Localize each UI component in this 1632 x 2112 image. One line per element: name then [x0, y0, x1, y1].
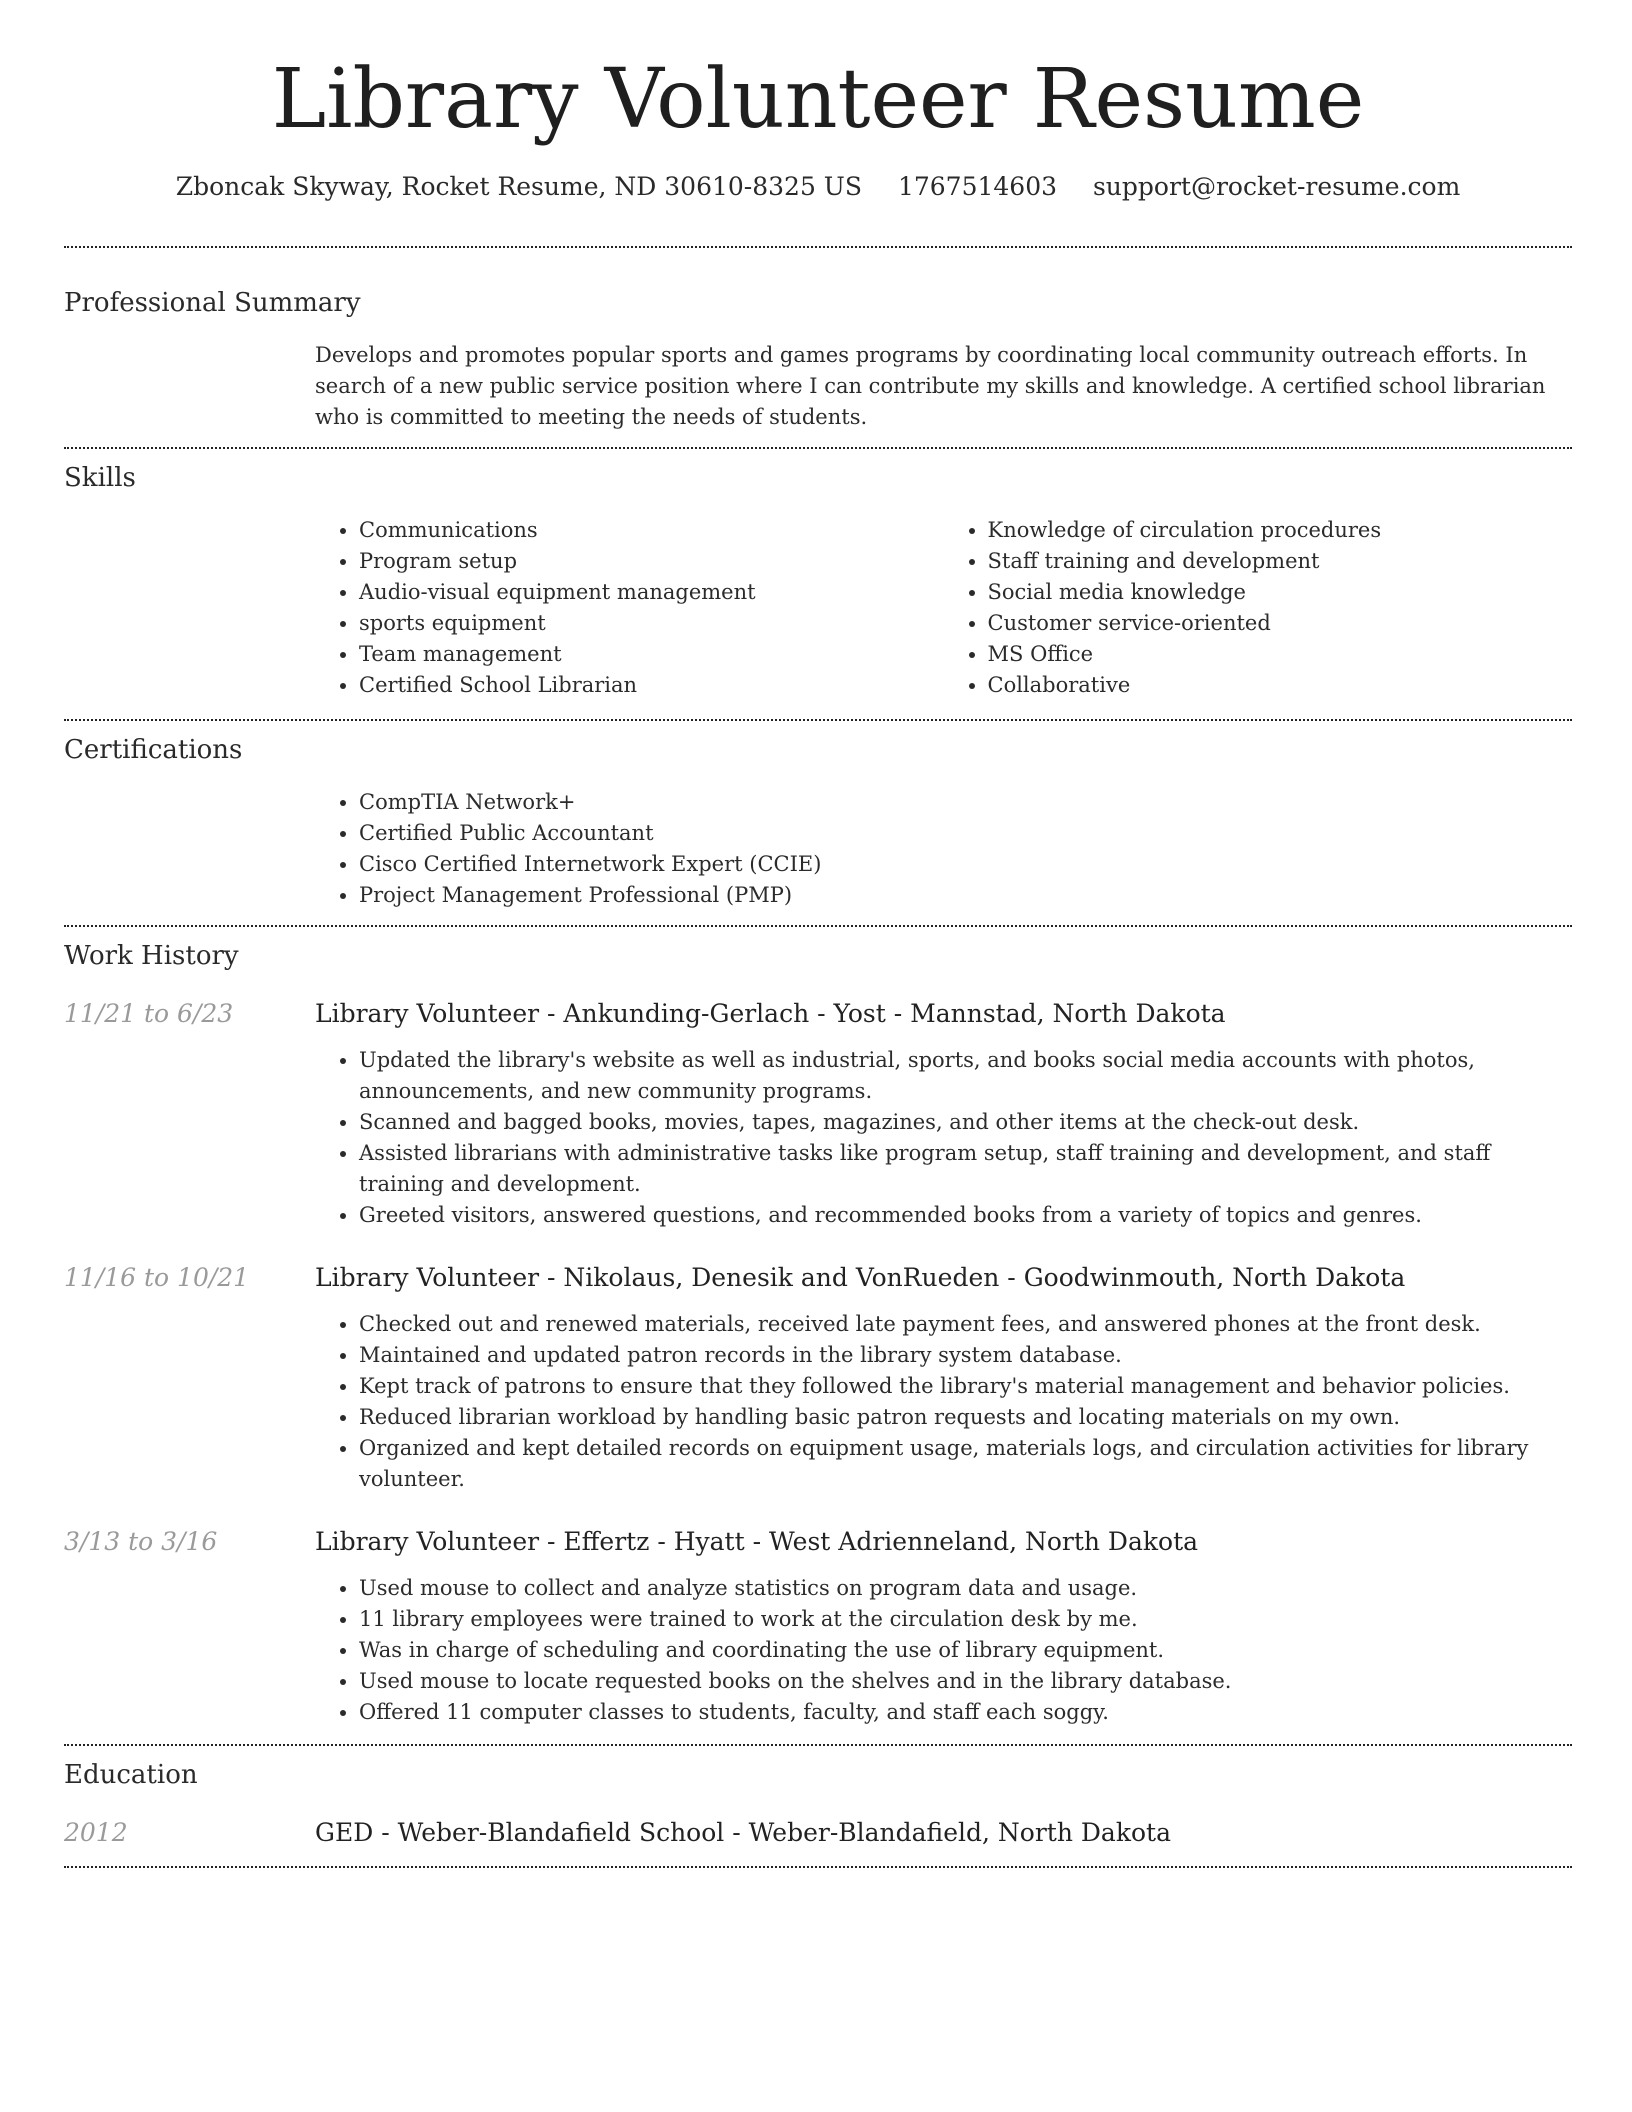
job-date: 11/21 to 6/23 — [64, 999, 234, 1028]
list-item: • Maintained and updated patron records in the library system database. — [359, 1340, 1572, 1371]
list-item: • Updated the library's website as well as industrial, sports, and books social media accounts with photos, announcements, and new community programs. — [359, 1045, 1572, 1107]
phone: 1767514603 — [897, 172, 1058, 201]
education-date: 2012 — [64, 1818, 128, 1847]
certifications-list — [315, 787, 1572, 911]
divider — [64, 925, 1572, 927]
list-item: • Collaborative — [988, 670, 1573, 701]
job-date: 3/13 to 3/16 — [64, 1527, 218, 1556]
work-history-heading: Work History — [64, 941, 239, 971]
list-item: • Staff training and development — [988, 546, 1573, 577]
divider — [64, 246, 1572, 248]
list-item: • Scanned and bagged books, movies, tapes, magazines, and other items at the check-out desk. — [359, 1107, 1572, 1138]
list-item: • Reduced librarian workload by handling basic patron requests and locating materials on my own. — [359, 1402, 1572, 1433]
address: Zboncak Skyway, Rocket Resume, ND 30610-8325 US — [175, 172, 862, 201]
job-date: 11/16 to 10/21 — [64, 1263, 250, 1292]
page-title: Library Volunteer Resume — [271, 52, 1365, 147]
skills-column-left — [315, 515, 944, 701]
list-item: • Greeted visitors, answered questions, and recommended books from a variety of topics and genres. — [359, 1200, 1572, 1231]
list-item: • Checked out and renewed materials, received late payment fees, and answered phones at the front desk. — [359, 1309, 1572, 1340]
list-item: • Program setup — [359, 546, 944, 577]
divider — [64, 719, 1572, 721]
certifications-heading: Certifications — [64, 735, 243, 765]
list-item: • Audio-visual equipment management — [359, 577, 944, 608]
job-entry — [64, 1525, 1572, 1728]
job-duties — [315, 1573, 1572, 1728]
list-item: • Project Management Professional (PMP) — [359, 880, 1572, 911]
list-item: • Was in charge of scheduling and coordinating the use of library equipment. — [359, 1635, 1572, 1666]
job-title: Library Volunteer - Ankunding-Gerlach - Yost - Mannstad, North Dakota — [315, 999, 1226, 1028]
summary-text: Develops and promotes popular sports and games programs by coordinating local community outreach efforts. In search of a new public service position where I can contribute my skills and knowledge. A certified school librarian who is committed to meeting the needs of students. — [315, 343, 1546, 429]
education-entry — [64, 1816, 1572, 1850]
list-item: • Team management — [359, 639, 944, 670]
resume-page — [64, 0, 1572, 1868]
list-item: • Certified Public Accountant — [359, 818, 1572, 849]
list-item: • Knowledge of circulation procedures — [988, 515, 1573, 546]
list-item: • Used mouse to locate requested books on the shelves and in the library database. — [359, 1666, 1572, 1697]
job-entry — [64, 1261, 1572, 1495]
list-item: • Organized and kept detailed records on equipment usage, materials logs, and circulation activities for library volunteer. — [359, 1433, 1572, 1495]
list-item: • Customer service-oriented — [988, 608, 1573, 639]
job-duties — [315, 1309, 1572, 1495]
divider — [64, 1866, 1572, 1868]
list-item: • Kept track of patrons to ensure that they followed the library's material management and behavior policies. — [359, 1371, 1572, 1402]
job-entry — [64, 997, 1572, 1231]
summary-heading: Professional Summary — [64, 288, 361, 318]
list-item: • MS Office — [988, 639, 1573, 670]
list-item: • sports equipment — [359, 608, 944, 639]
divider — [64, 447, 1572, 449]
skills-list — [315, 515, 1572, 701]
email: support@rocket-resume.com — [1092, 172, 1461, 201]
list-item: • Offered 11 computer classes to students, faculty, and staff each soggy. — [359, 1697, 1572, 1728]
job-title: Library Volunteer - Effertz - Hyatt - West Adrienneland, North Dakota — [315, 1527, 1199, 1556]
divider — [64, 1744, 1572, 1746]
list-item: • CompTIA Network+ — [359, 787, 1572, 818]
list-item: • Communications — [359, 515, 944, 546]
list-item: • Certified School Librarian — [359, 670, 944, 701]
education-title: GED - Weber-Blandafield School - Weber-Blandafield, North Dakota — [315, 1818, 1171, 1847]
contact-line — [64, 170, 1572, 204]
job-duties — [315, 1045, 1572, 1231]
skills-heading: Skills — [64, 463, 136, 493]
list-item: • Social media knowledge — [988, 577, 1573, 608]
education-heading: Education — [64, 1760, 198, 1790]
skills-column-right — [944, 515, 1573, 701]
list-item: • 11 library employees were trained to work at the circulation desk by me. — [359, 1604, 1572, 1635]
list-item: • Used mouse to collect and analyze statistics on program data and usage. — [359, 1573, 1572, 1604]
list-item: • Cisco Certified Internetwork Expert (CCIE) — [359, 849, 1572, 880]
job-title: Library Volunteer - Nikolaus, Denesik and VonRueden - Goodwinmouth, North Dakota — [315, 1263, 1406, 1292]
list-item: • Assisted librarians with administrative tasks like program setup, staff training and development, and staff training and development. — [359, 1138, 1572, 1200]
